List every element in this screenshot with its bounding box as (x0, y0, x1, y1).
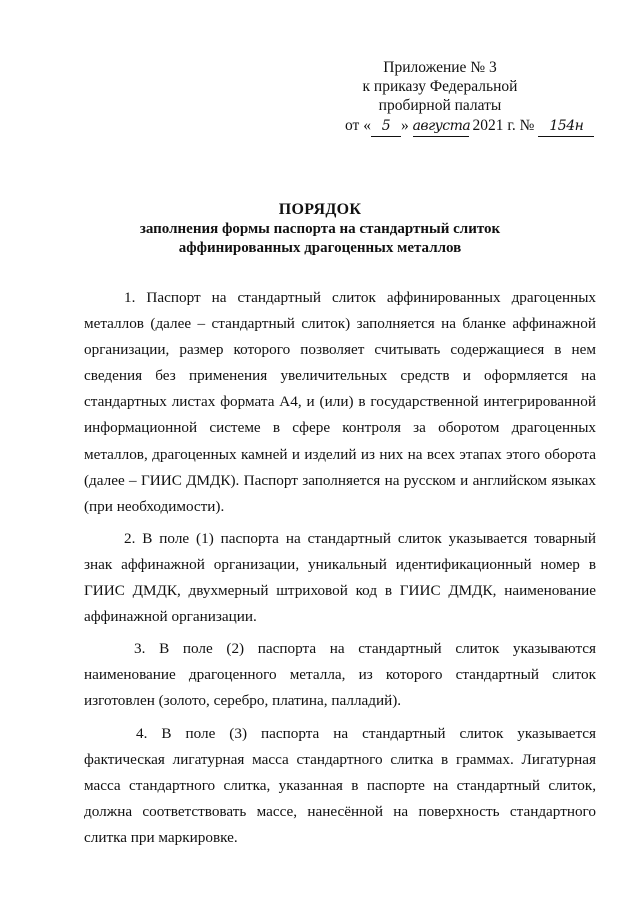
document-body (84, 285, 596, 857)
paragraph-1: 1. Паспорт на стандартный слиток аффинированных драгоценных металлов (далее – стандартный слиток) заполняется на бланке аффинажной организации, размер которого позволяет считывать содержащиеся в нем сведения без применения увеличительных средств и оформляется на стандартных листах формата А4, и (или) в государственной интегрированной информационной системе в сфере контроля за оборотом драгоценных металлов, драгоценных камней и изделий из них на всех этапах этого оборота (далее – ГИИС ДМДК). Паспорт заполняется на русском и английском языках (при необходимости). (84, 289, 596, 515)
date-prefix: от « (345, 117, 371, 134)
date-day-handwritten: 5 (371, 117, 401, 137)
order-number-handwritten: 154н (538, 117, 594, 137)
appendix-label: Приложение № 3 (383, 59, 497, 76)
title-subtitle-line-1: заполнения формы паспорта на стандартный слиток (139, 221, 501, 237)
appendix-header (300, 58, 580, 115)
order-date-line (345, 116, 625, 137)
order-reference-line-1: к приказу Федеральной (362, 78, 518, 95)
title-subtitle-line-2: аффинированных драгоценных металлов (178, 240, 462, 256)
order-reference-line-2: пробирной палаты (378, 97, 502, 114)
paragraph-3: 3. В поле (2) паспорта на стандартный слиток указываются наименование драгоценного металла, из которого стандартный слиток изготовлен (золото, серебро, платина, палладий). (84, 640, 596, 710)
date-close-quote: » (400, 117, 409, 134)
date-month-handwritten: августа (413, 117, 469, 137)
date-year-and-number-label: 2021 г. № (472, 117, 535, 134)
document-title (100, 200, 540, 258)
paragraph-4: 4. В поле (3) паспорта на стандартный слиток указывается фактическая лигатурная масса стандартного слитка в граммах. Лигатурная масса стандартного слитка, указанная в паспорте на стандартный слиток, должна соответствовать массе, нанесённой на поверхность стандартного слитка при маркировке. (84, 724, 596, 846)
title-main: ПОРЯДОК (278, 201, 362, 218)
paragraph-2: 2. В поле (1) паспорта на стандартный слиток указывается товарный знак аффинажной организации, уникальный идентификационный номер в ГИИС ДМДК, двухмерный штриховой код в ГИИС ДМДК, наименование аффинажной организации. (84, 529, 596, 626)
